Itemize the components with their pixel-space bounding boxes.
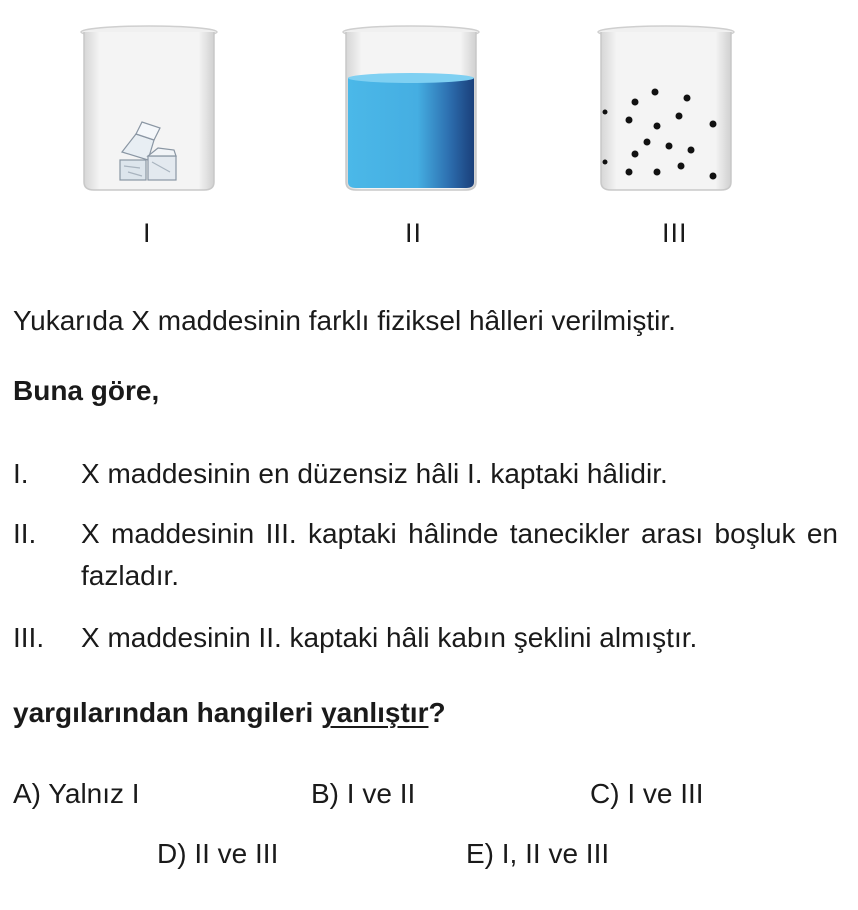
question-suffix: ?	[428, 697, 446, 728]
statement-2	[13, 513, 838, 597]
option-e[interactable]: E) I, II ve III	[466, 838, 610, 869]
lead-text: Buna göre,	[13, 375, 160, 406]
question-text	[13, 696, 446, 730]
beaker-liquid	[340, 22, 482, 194]
option-a[interactable]: A) Yalnız I	[13, 778, 140, 809]
statement-number: III.	[13, 622, 45, 653]
statement-text: X maddesinin II. kaptaki hâli kabın şeklini almıştır.	[81, 622, 698, 653]
beaker-solid	[78, 22, 220, 194]
option-d[interactable]: D) II ve III	[157, 838, 279, 869]
beaker-gas	[595, 22, 737, 194]
question-emphasis: yanlıştır	[321, 697, 429, 728]
statement-1	[13, 453, 838, 495]
label-beaker-1: I	[143, 218, 152, 248]
option-b[interactable]: B) I ve II	[311, 778, 416, 809]
label-beaker-3: III	[662, 218, 688, 248]
intro-text: Yukarıda X maddesinin farklı fiziksel hâlleri verilmiştir.	[13, 305, 676, 336]
statement-3	[13, 617, 838, 659]
option-c[interactable]: C) I ve III	[590, 778, 704, 809]
label-beaker-2: II	[405, 218, 423, 248]
statement-text: X maddesinin III. kaptaki hâlinde tanecikler arası boşluk en fazladır.	[81, 518, 838, 591]
statement-number: II.	[13, 518, 37, 549]
beaker-figure	[0, 0, 858, 260]
statement-number: I.	[13, 458, 29, 489]
liquid	[348, 78, 474, 188]
statement-text: X maddesinin en düzensiz hâli I. kaptaki hâlidir.	[81, 458, 668, 489]
question-prefix: yargılarından hangileri	[13, 697, 322, 728]
